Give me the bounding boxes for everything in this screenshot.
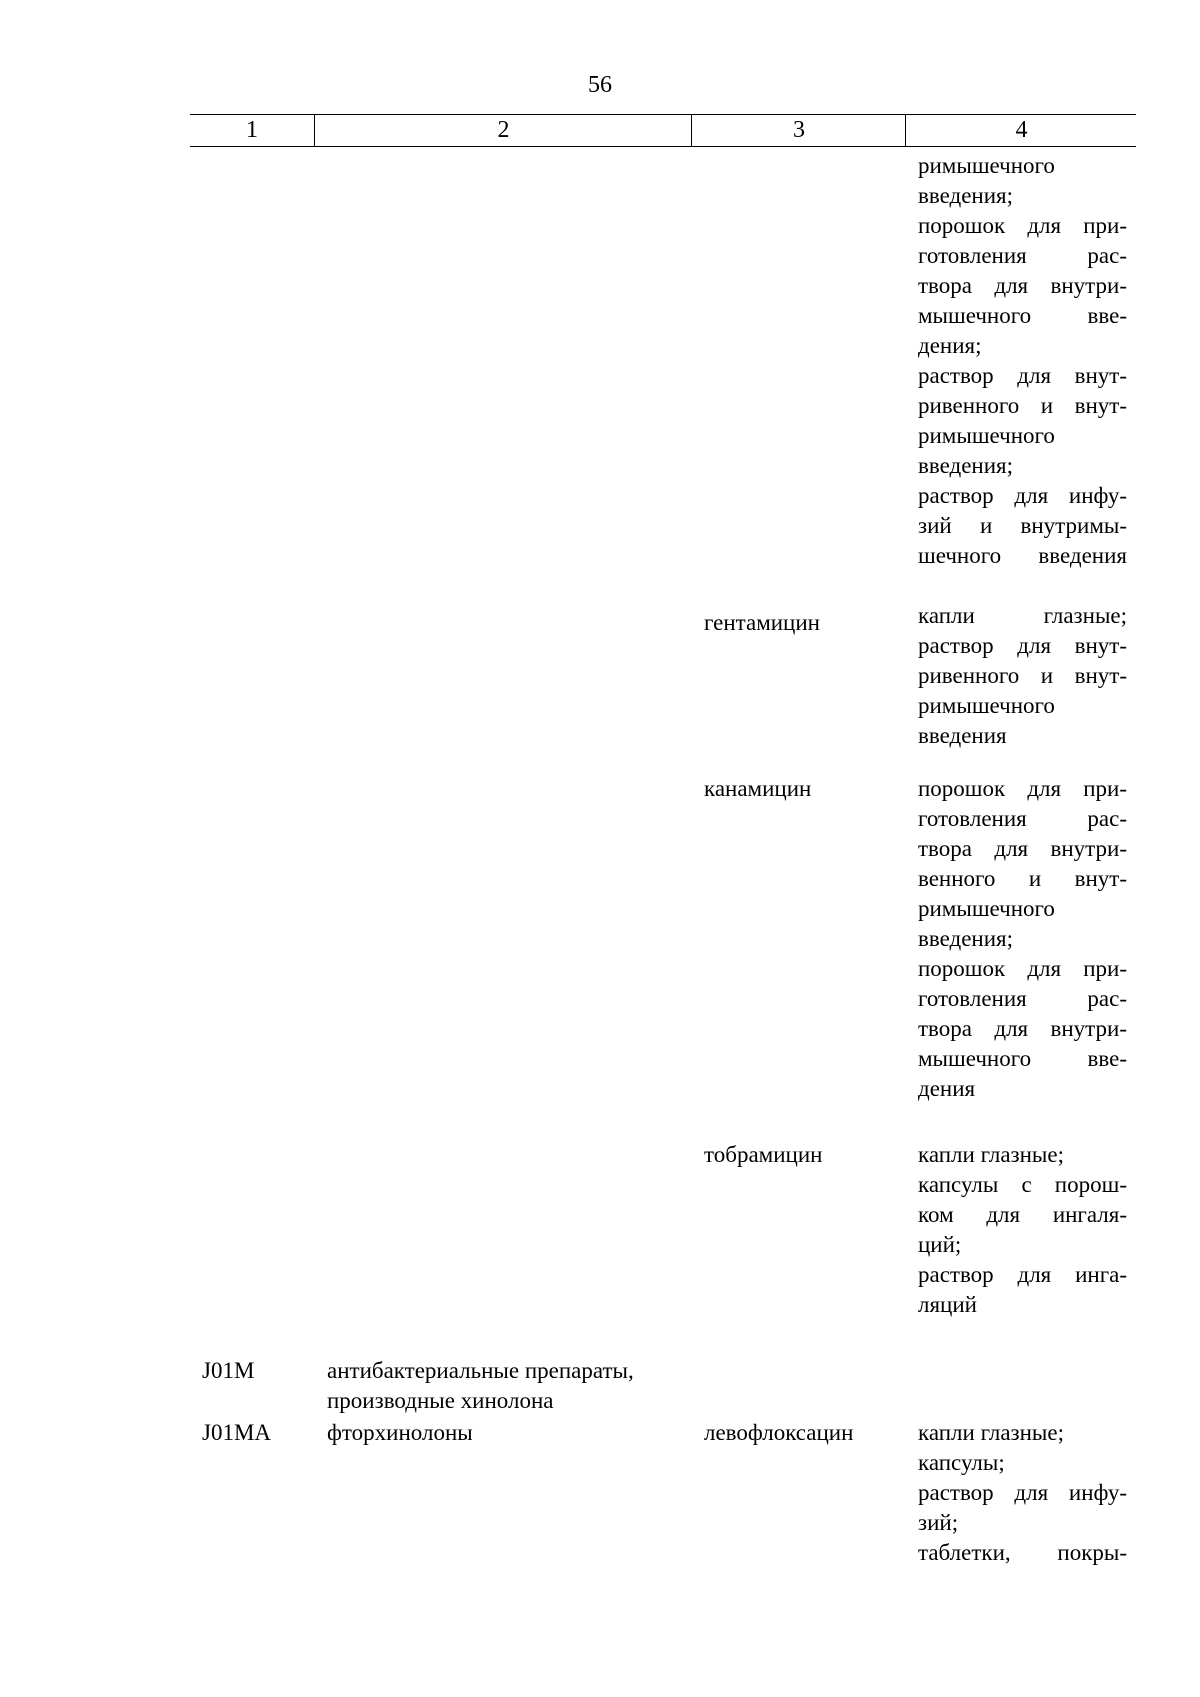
text-line: капсулы; [918, 1450, 1005, 1475]
text-line: капсулы с порош- [918, 1172, 1127, 1197]
text-line: готовления рас- [918, 806, 1127, 831]
dosage-forms-cell [918, 151, 1127, 571]
text-line: капли глазные; [918, 1420, 1064, 1445]
text-line: ций; [918, 1232, 962, 1257]
header-cell-1: 1 [246, 117, 258, 143]
atc-code-cell: J01MA [202, 1420, 272, 1445]
text-line: раствор для инга- [918, 1262, 1127, 1287]
text-line: порошок для при- [918, 213, 1127, 238]
text-line: мышечного вве- [918, 1046, 1127, 1071]
dosage-forms-cell [918, 601, 1127, 751]
text-line: зий и внутримы- [918, 513, 1127, 538]
text-line: раствор для инфу- [918, 483, 1127, 508]
text-line: готовления рас- [918, 243, 1127, 268]
text-line: производные хинолона [327, 1388, 554, 1413]
text-line: ривенного и внут- [918, 393, 1127, 418]
text-line: мышечного вве- [918, 303, 1127, 328]
text-line: таблетки, покры- [918, 1540, 1127, 1565]
group-name-cell [327, 1356, 697, 1416]
text-line: порошок для при- [918, 956, 1127, 981]
text-line: ляций [918, 1292, 977, 1317]
header-cell-4: 4 [905, 115, 1137, 146]
table-header [190, 114, 1136, 147]
text-line: раствор для инфу- [918, 1480, 1127, 1505]
text-line: введения; [918, 926, 1013, 951]
group-name-cell [327, 1418, 697, 1448]
header-cell-2: 2 [314, 115, 692, 146]
page-number: 56 [588, 72, 612, 98]
text-line: раствор для внут- [918, 633, 1127, 658]
text-line: введения; [918, 183, 1013, 208]
text-line: дения; [918, 333, 982, 358]
text-line: ривенного и внут- [918, 663, 1127, 688]
text-line: капли глазные; [918, 603, 1127, 628]
dosage-forms-cell [918, 1418, 1127, 1568]
dosage-forms-cell [918, 774, 1127, 1104]
text-line: римышечного [918, 693, 1055, 718]
text-line: твора для внутри- [918, 836, 1127, 861]
text-line: ком для ингаля- [918, 1202, 1127, 1227]
header-cell-3: 3 [691, 115, 906, 146]
drug-name-cell: канамицин [704, 776, 812, 801]
text-line: дения [918, 1076, 976, 1101]
text-line: раствор для внут- [918, 363, 1127, 388]
text-line: фторхинолоны [327, 1420, 473, 1445]
dosage-forms-cell [918, 1140, 1127, 1320]
text-line: шечного введения [918, 543, 1127, 568]
text-line: твора для внутри- [918, 273, 1127, 298]
text-line: римышечного [918, 153, 1055, 178]
text-line: венного и внут- [918, 866, 1127, 891]
text-line: римышечного [918, 423, 1055, 448]
text-line: антибактериальные препараты, [327, 1358, 634, 1383]
drug-name-cell: тобрамицин [704, 1142, 823, 1167]
text-line: зий; [918, 1510, 959, 1535]
drug-name-cell: левофлоксацин [704, 1420, 854, 1445]
text-line: готовления рас- [918, 986, 1127, 1011]
text-line: порошок для при- [918, 776, 1127, 801]
drug-name-cell: гентамицин [704, 610, 820, 635]
text-line: твора для внутри- [918, 1016, 1127, 1041]
text-line: римышечного [918, 896, 1055, 921]
text-line: капли глазные; [918, 1142, 1064, 1167]
atc-code-cell: J01M [202, 1358, 255, 1383]
text-line: введения [918, 723, 1007, 748]
text-line: введения; [918, 453, 1013, 478]
